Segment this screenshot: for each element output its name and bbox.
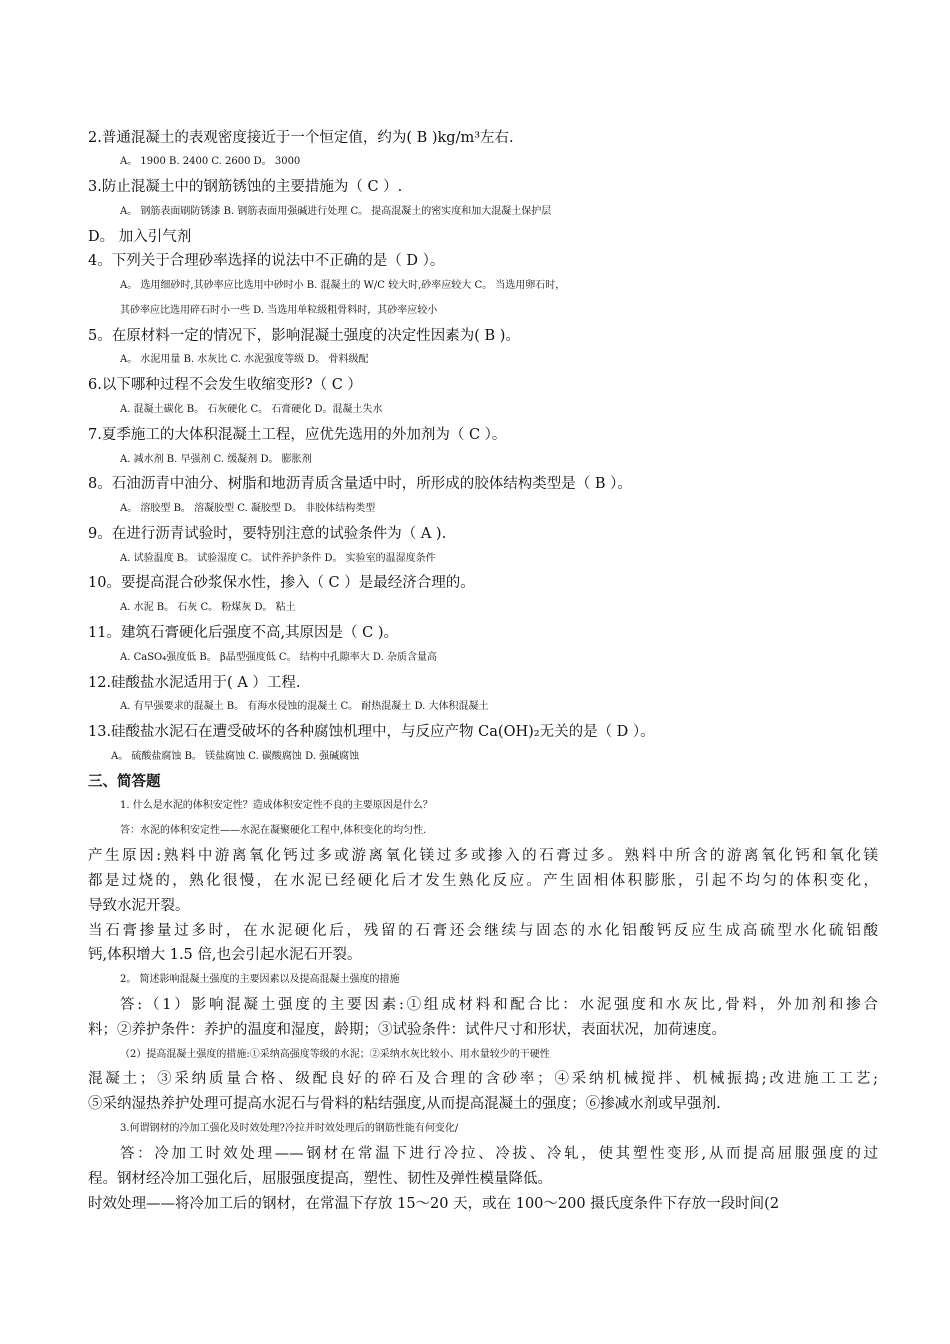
answer-1-line-4: 导致水泥开裂。 [88, 898, 190, 914]
question-8: 8。石油沥青中油分、树脂和地沥青质含量适中时，所形成的胶体结构类型是（ B ）。 [88, 476, 632, 492]
answer-1-line-2: 产生原因:熟料中游离氧化钙过多或游离氧化镁过多或掺入的石膏过多。熟料中所含的游离氧化钙和氧化镁 [88, 848, 878, 864]
question-3-options-cont: D。 加入引气剂 [88, 229, 192, 245]
answer-3-line-1: 答：冷加工时效处理——钢材在常温下进行冷拉、冷拔、冷轧，使其塑性变形,从而提高屈服强度的过 [120, 1146, 878, 1162]
answer-2-line-5: ⑤采纳湿热养护处理可提高水泥石与骨料的粘结强度,从而提高混凝土的强度；⑥掺减水剂或早强剂. [88, 1096, 721, 1112]
question-9-options: A. 试验温度 B。 试验湿度 C。 试件养护条件 D。 实验室的温湿度条件 [120, 553, 436, 564]
section-heading: 三、简答题 [88, 773, 161, 790]
question-2-options: A。 1900 B. 2400 C. 2600 D。 3000 [120, 156, 301, 167]
question-7-options: A. 减水剂 B. 早强剂 C. 缓凝剂 D。 膨胀剂 [120, 454, 312, 465]
answer-2-line-2: 料；②养护条件：养护的温度和湿度，龄期；③试验条件：试件尺寸和形状，表面状况，加荷速度。 [88, 1022, 726, 1038]
question-12: 12.硅酸盐水泥适用于( A ）工程. [88, 675, 301, 691]
question-8-options: A。 溶胶型 B。 溶凝胶型 C. 凝胶型 D。 非胶体结构类型 [120, 503, 376, 514]
answer-3-line-3: 时效处理——将冷加工后的钢材，在常温下存放 15～20 天，或在 100～200 摄氏度条件下存放一段时间(2 [88, 1196, 780, 1212]
question-6: 6.以下哪种过程不会发生收缩变形?（ C ） [88, 377, 362, 393]
answer-1-line-3: 都是过烧的，熟化很慢，在水泥已经硬化后才发生熟化反应。产生固相体积膨胀，引起不均匀的体积变化， [88, 873, 878, 889]
question-4: 4。下列关于合理砂率选择的说法中不正确的是（ D ）。 [88, 253, 445, 269]
question-2: 2.普通混凝土的表观密度接近于一个恒定值，约为( B )kg/m³左右. [88, 130, 514, 146]
question-11: 11。建筑石膏硬化后强度不高,其原因是（ C )。 [88, 625, 399, 641]
question-4-options-cont: 其砂率应比选用碎石时小一些 D. 当选用单粒级粗骨料时，其砂率应较小 [120, 305, 438, 316]
answer-1-line-5: 当石膏掺量过多时，在水泥硬化后，残留的石膏还会继续与固态的水化铝酸钙反应生成高硫型水化硫铝酸 [88, 923, 878, 939]
question-5: 5。在原材料一定的情况下，影响混凝土强度的决定性因素为( B )。 [88, 328, 520, 344]
short-question-1: 1. 什么是水泥的体积安定性？造成体积安定性不良的主要原因是什么？ [120, 800, 433, 811]
question-3: 3.防止混凝土中的钢筋锈蚀的主要措施为（ C ）. [88, 179, 403, 195]
question-12-options: A. 有早强要求的混凝土 B。 有海水侵蚀的混凝土 C。 耐热混凝土 D. 大体积混凝土 [120, 701, 489, 712]
question-3-options: A。 钢筋表面刷防锈漆 B. 钢筋表面用强碱进行处理 C。 提高混凝土的密实度和加大混凝土保护层 [120, 206, 552, 217]
answer-3-line-2: 程。钢材经冷加工强化后，屈服强度提高，塑性、韧性及弹性模量降低。 [88, 1171, 552, 1187]
question-7: 7.夏季施工的大体积混凝土工程，应优先选用的外加剂为（ C ）。 [88, 427, 507, 443]
question-10-options: A. 水泥 B。 石灰 C。 粉煤灰 D。 粘土 [120, 602, 296, 613]
short-question-2: 2。 简述影响混凝土强度的主要因素以及提高混凝土强度的措施 [120, 974, 400, 985]
question-13: 13.硅酸盐水泥石在遭受破坏的各种腐蚀机理中，与反应产物 Ca(OH)₂无关的是（ D ）。 [88, 724, 655, 740]
question-13-options: A。 硫酸盐腐蚀 B。 镁盐腐蚀 C. 碳酸腐蚀 D. 强碱腐蚀 [111, 751, 360, 762]
question-4-options: A。 选用细砂时,其砂率应比选用中砂时小 B. 混凝土的 W/C 较大时,砂率应较大 C。 当选用卵石时， [120, 280, 566, 291]
answer-1-line-1: 答：水泥的体积安定性——水泥在凝聚硬化工程中,体积变化的均匀性. [120, 825, 427, 836]
question-11-options: A. CaSO₄强度低 B。 β晶型强度低 C。 结构中孔隙率大 D. 杂质含量高 [120, 652, 437, 663]
answer-2-line-4: 混凝土；③采纳质量合格、级配良好的碎石及合理的含砂率；④采纳机械搅拌、机械振捣;改进施工工艺; [88, 1071, 878, 1087]
question-9: 9。在进行沥青试验时，要特别注意的试验条件为（ A ). [88, 526, 447, 542]
question-10: 10。要提高混合砂浆保水性，掺入（ C ）是最经济合理的。 [88, 575, 475, 591]
answer-1-line-6: 钙,体积增大 1.5 倍,也会引起水泥石开裂。 [88, 947, 362, 963]
answer-2-line-3: （2）提高混凝土强度的措施:①采纳高强度等级的水泥；②采纳水灰比较小、用水量较少的干硬性 [120, 1049, 550, 1060]
short-question-3: 3.何谓钢材的冷加工强化及时效处理?冷拉并时效处理后的钢筋性能有何变化/ [120, 1123, 459, 1134]
question-6-options: A. 混凝土碳化 B。 石灰硬化 C。 石膏硬化 D。混凝土失水 [120, 404, 383, 415]
answer-2-line-1: 答:（1）影响混凝土强度的主要因素:①组成材料和配合比：水泥强度和水灰比,骨料，外加剂和掺合 [120, 997, 878, 1013]
question-5-options: A。 水泥用量 B. 水灰比 C. 水泥强度等级 D。 骨料级配 [120, 354, 369, 365]
